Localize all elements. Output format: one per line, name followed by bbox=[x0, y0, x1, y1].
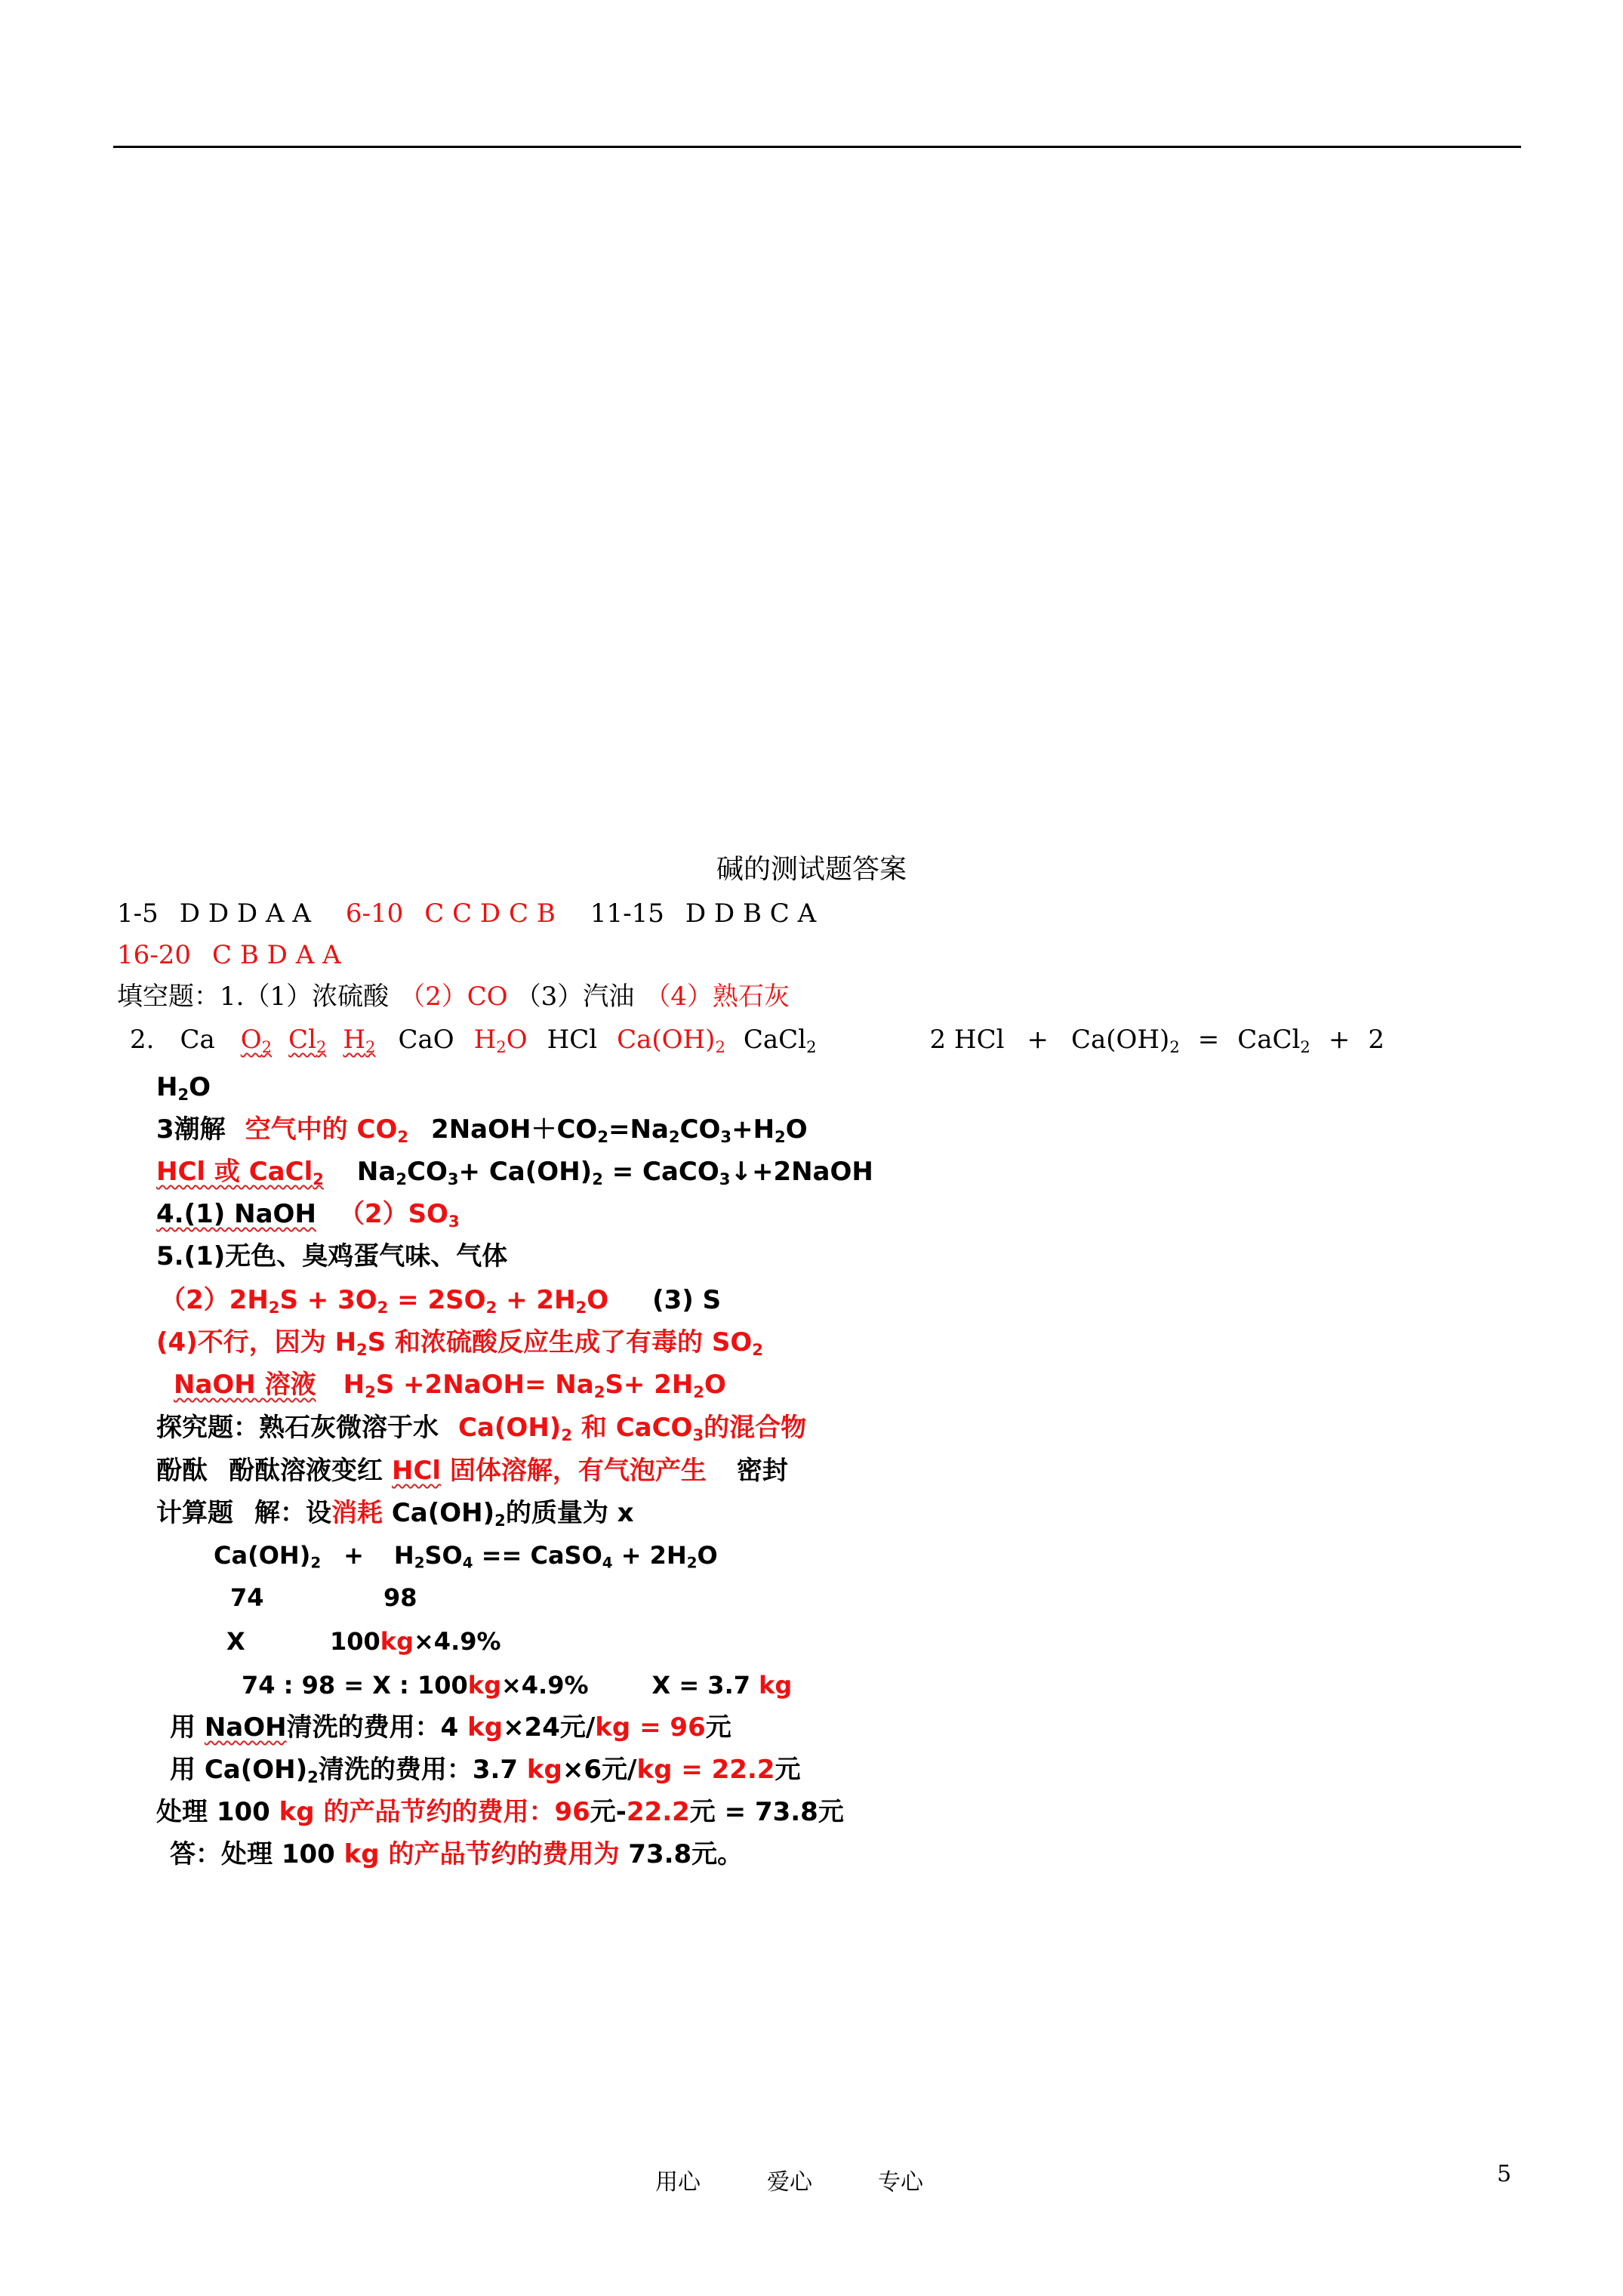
header-rule bbox=[113, 146, 1521, 148]
q2-eq-hcl: 2 HCl bbox=[929, 1025, 1005, 1055]
fill-answer-2: （2）CO bbox=[399, 982, 508, 1012]
q3-label: 3潮解 bbox=[156, 1114, 226, 1145]
q2-number: 2. bbox=[130, 1025, 155, 1055]
q5-reagent: NaOH 溶液 bbox=[174, 1370, 316, 1400]
explore-phenomenon: 酚酞溶液变红 bbox=[229, 1456, 383, 1486]
q2-cao: CaO bbox=[398, 1025, 454, 1055]
q4-row bbox=[156, 1197, 460, 1231]
q2-caoh2: $Ca(OH)_2$ bbox=[617, 1025, 725, 1056]
calc-unknown: X bbox=[226, 1627, 245, 1656]
q3-equation: $2NaOH+CO_2=Na_2CO_3+H_2O$ bbox=[431, 1114, 808, 1146]
calc-label: 计算题 bbox=[156, 1498, 233, 1528]
q3-row-1 bbox=[156, 1113, 808, 1146]
q3-red-answer: 空气中的 $CO_2$ bbox=[245, 1114, 409, 1146]
calc-cost-naoh: 用 NaOH清洗的费用：4 kg×24元/kg = 96元 bbox=[170, 1712, 731, 1743]
q3-equation-2: $Na_2CO_3+ Ca(OH)_2$ = CaCO$_3$↓+2NaOH bbox=[356, 1157, 873, 1188]
fill-label: 填空题：1. bbox=[117, 982, 245, 1012]
calc-answer: 答：处理 100 kg 的产品节约的费用为 73.8元。 bbox=[170, 1839, 744, 1869]
footer-text-1: 用心 bbox=[655, 2169, 701, 2196]
fill-answer-4: （4）熟石灰 bbox=[645, 982, 790, 1012]
mc-label-11-15: 11-15 bbox=[590, 898, 664, 929]
calc-equation: $Ca(OH)_2 + H_2SO_4$ == CaSO$_4$ + $2H_2O$ bbox=[214, 1541, 718, 1572]
q2-h2: $H_2$ bbox=[343, 1025, 376, 1056]
q5-equation-2: $H_2S$ +2NaOH= $Na_2S+ 2H_2O$ bbox=[343, 1370, 726, 1401]
q4-red-answer: $(2)SO_3$ bbox=[338, 1199, 460, 1231]
q2-coef: 2 bbox=[1368, 1025, 1384, 1055]
calc-known-mass: 100kg×4.9% bbox=[330, 1627, 501, 1656]
mc-row-2 bbox=[117, 938, 341, 972]
mc-answers-11-15: D D B C A bbox=[685, 898, 817, 929]
mc-answers-1-5: D D D A A bbox=[179, 898, 311, 929]
calc-cost-caoh2: 用 $Ca(OH)_2$清洗的费用：3.7 kg×6元/kg = 22.2元 bbox=[170, 1755, 801, 1786]
explore-observation: 固体溶解，有气泡产生 bbox=[441, 1456, 707, 1486]
q2-o2: $O_2$ bbox=[240, 1025, 273, 1056]
q5-answer-3: (3) S bbox=[652, 1285, 722, 1315]
mc-answers-16-20: C B D A A bbox=[212, 940, 341, 970]
explore-indicator: 酚酞 bbox=[156, 1456, 208, 1486]
explore-storage: 密封 bbox=[736, 1456, 788, 1486]
q5-row-3: (4)不行，因为 $H_2S$ 和浓硫酸反应生成了有毒的 $SO_2$ bbox=[156, 1327, 763, 1359]
q2-h2o: $H_2O$ bbox=[473, 1025, 528, 1056]
explore-reagent: HCl bbox=[392, 1456, 442, 1486]
explore-row-2 bbox=[156, 1454, 788, 1487]
page-title: 碱的测试题答案 bbox=[716, 854, 907, 885]
mc-label-16-20: 16-20 bbox=[117, 940, 192, 970]
footer-text-2: 爱心 bbox=[767, 2169, 812, 2196]
mc-row-1 bbox=[117, 897, 816, 930]
q2-eq-caoh2: $Ca(OH)_2$ bbox=[1070, 1025, 1180, 1056]
q3-reagent: HCl 或 CaCl$_2$ bbox=[156, 1157, 324, 1188]
footer-text-3: 专心 bbox=[878, 2169, 923, 2196]
mc-label-1-5: 1-5 bbox=[117, 898, 159, 929]
q2-cacl2: CaCl$_2$ bbox=[743, 1025, 817, 1056]
calc-row-1: 计算题 解：设消耗 $Ca(OH)_2$的质量为 x bbox=[156, 1498, 634, 1530]
q5-row-4 bbox=[174, 1368, 726, 1401]
q2-eq-cacl2: CaCl$_2$ bbox=[1237, 1025, 1310, 1056]
q2-continued: $H_2O$ bbox=[156, 1072, 211, 1104]
calc-ratio: 74 : 98 = X : 100kg×4.9% X = 3.7 kg bbox=[242, 1671, 793, 1700]
calc-molar-mass-1: 74 bbox=[230, 1583, 264, 1612]
q5-equation: $(2)2H_2S + 3O_2 = 2SO_2 + 2H_2O$ bbox=[160, 1285, 609, 1317]
explore-row-1 bbox=[156, 1411, 806, 1444]
page-number: 5 bbox=[1497, 2161, 1512, 2187]
explore-red-answer: $Ca(OH)_2$ 和 CaCO$_3$的混合物 bbox=[458, 1413, 807, 1444]
fill-answer-1: （1）浓硫酸 bbox=[244, 982, 390, 1012]
fill-answer-3: （3）汽油 bbox=[515, 982, 635, 1012]
q3-row-2 bbox=[156, 1155, 873, 1188]
q2-ca: Ca bbox=[180, 1025, 215, 1055]
calc-result: X = 3.7 bbox=[651, 1671, 759, 1700]
q2-plus-2: + bbox=[1328, 1025, 1350, 1055]
q5-row-2 bbox=[160, 1284, 721, 1317]
q2-cl2: $Cl_2$ bbox=[288, 1025, 327, 1056]
q2-equals: = bbox=[1197, 1025, 1220, 1055]
mc-answers-6-10: C C D C B bbox=[424, 898, 556, 929]
q5-row-1: 5.(1)无色、臭鸡蛋气味、气体 bbox=[156, 1241, 508, 1271]
q2-plus: + bbox=[1027, 1025, 1049, 1055]
q2-row bbox=[130, 1023, 1384, 1056]
calc-saving: 处理 100 kg 的产品节约的费用：96元-22.2元 = 73.8元 bbox=[156, 1797, 844, 1827]
explore-label: 探究题：熟石灰微溶于水 bbox=[156, 1413, 439, 1443]
mc-label-6-10: 6-10 bbox=[345, 898, 404, 929]
q4-label: 4.(1) NaOH bbox=[156, 1199, 316, 1229]
calc-molar-mass-2: 98 bbox=[383, 1583, 417, 1612]
fill-row-1 bbox=[117, 980, 790, 1013]
q2-hcl: HCl bbox=[547, 1025, 598, 1055]
